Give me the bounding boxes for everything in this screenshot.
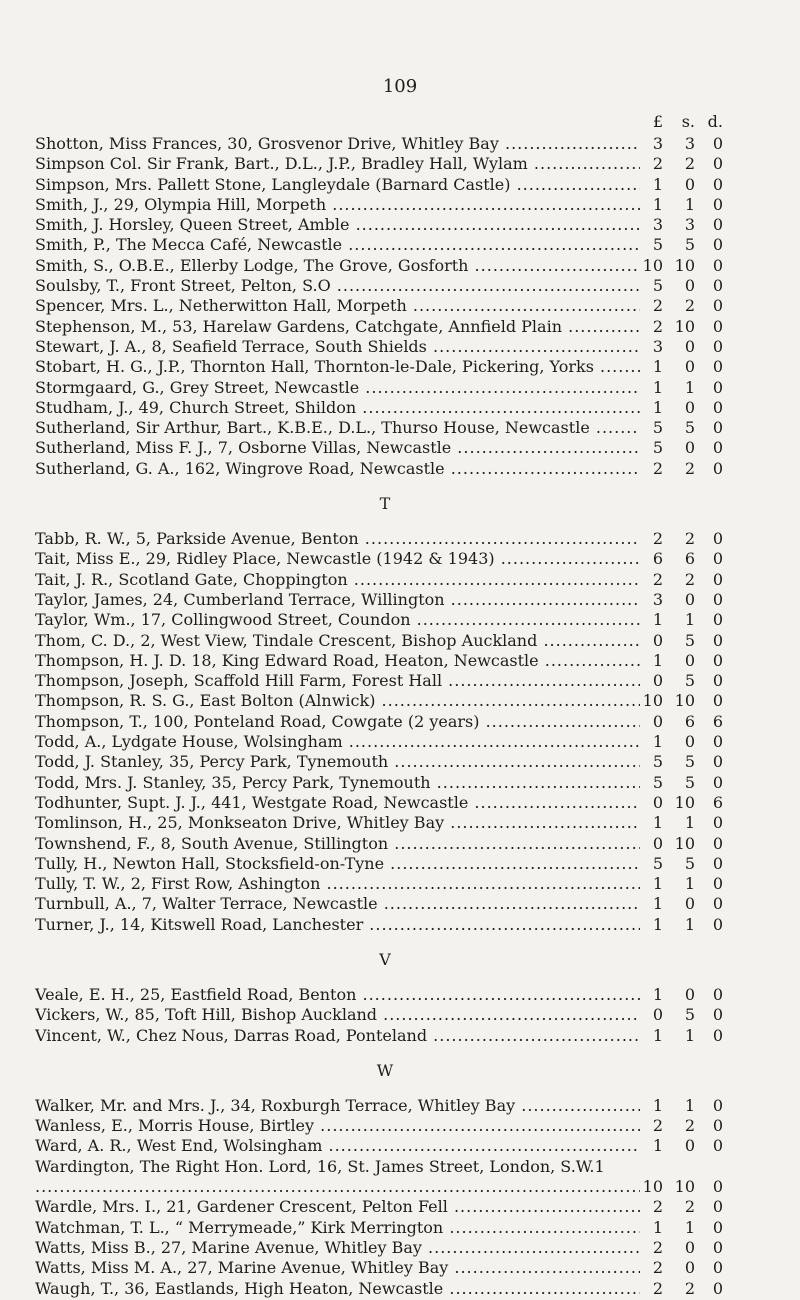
amount-pounds: 1 — [652, 984, 663, 1004]
list-item — [35, 549, 735, 569]
subscriber-name: Thompson, T., 100, Ponteland Road, Cowgate (2 years) ..... — [35, 712, 640, 732]
amount-pence: 0 — [712, 610, 723, 630]
subscriber-name: Smith, S., O.B.E., Ellerby Lodge, The Grove, Gosforth ..... — [35, 256, 640, 276]
subscriber-name: Townshend, F., 8, South Avenue, Stillington ..... — [35, 834, 640, 854]
amount-pounds: 6 — [652, 549, 663, 569]
amount-shillings: 5 — [684, 853, 695, 873]
amount-pence: 0 — [712, 377, 723, 397]
amount-pence: 0 — [712, 752, 723, 772]
section — [35, 1046, 735, 1299]
amount-pounds: 0 — [652, 711, 663, 731]
section — [35, 935, 735, 1046]
amount-shillings: 5 — [684, 630, 695, 650]
amount-pence: 0 — [712, 357, 723, 377]
list-item — [35, 459, 735, 479]
amount-pounds: 2 — [652, 458, 663, 478]
amount-pounds: 1 — [652, 1136, 663, 1156]
amount-pounds: 1 — [652, 732, 663, 752]
subscriber-name: Sutherland, Sir Arthur, Bart., K.B.E., D.L., Thurso House, Newcastle ..... — [35, 418, 640, 438]
amount-pence: 0 — [712, 569, 723, 589]
amount-pence: 0 — [712, 438, 723, 458]
amount-shillings: 10 — [674, 833, 695, 853]
amount-pounds: 5 — [652, 276, 663, 296]
amount-pence: 0 — [712, 215, 723, 235]
subscriber-name: Ward, A. R., West End, Wolsingham ..... — [35, 1136, 640, 1156]
subscriber-name: Smith, J., 29, Olympia Hill, Morpeth ..... — [35, 195, 640, 215]
amount-pence: 0 — [712, 549, 723, 569]
subscriber-name: Smith, P., The Mecca Café, Newcastle ..... — [35, 235, 640, 255]
subscriber-name: Tait, J. R., Scotland Gate, Choppington ..... — [35, 570, 640, 590]
list-item — [35, 834, 735, 854]
amount-pence: 0 — [712, 235, 723, 255]
amount-pence: 0 — [712, 296, 723, 316]
list-item — [35, 590, 735, 610]
amount-pence: 6 — [712, 792, 723, 812]
amount-shillings: 0 — [684, 438, 695, 458]
amount-shillings: 1 — [684, 1095, 695, 1115]
subscriber-name: Soulsby, T., Front Street, Pelton, S.O ..... — [35, 276, 640, 296]
subscriber-name: Turnbull, A., 7, Walter Terrace, Newcastle ..... — [35, 894, 640, 914]
amount-pence: 0 — [712, 1095, 723, 1115]
amount-shillings: 10 — [674, 255, 695, 275]
amount-pounds: 2 — [652, 1258, 663, 1278]
subscriber-name: Thompson, R. S. G., East Bolton (Alnwick) ..... — [35, 691, 640, 711]
amount-pounds: 3 — [652, 336, 663, 356]
amount-pence: 0 — [712, 772, 723, 792]
list-item — [35, 378, 735, 398]
list-item — [35, 1136, 735, 1156]
subscriber-name: Taylor, Wm., 17, Collingwood Street, Coundon ..... — [35, 610, 640, 630]
list-item — [35, 631, 735, 651]
amount-pence: 0 — [712, 853, 723, 873]
amount-shillings: 2 — [684, 529, 695, 549]
amount-shillings: 2 — [684, 154, 695, 174]
list-item — [35, 752, 735, 772]
list-item — [35, 357, 735, 377]
list-item — [35, 671, 735, 691]
subscriber-name: Todd, Mrs. J. Stanley, 35, Percy Park, Tynemouth ..... — [35, 773, 640, 793]
list-item — [35, 793, 735, 813]
amount-shillings: 3 — [684, 215, 695, 235]
list-item — [35, 874, 735, 894]
list-item — [35, 215, 735, 235]
list-item — [35, 894, 735, 914]
amount-pence: 0 — [712, 1278, 723, 1298]
amount-shillings: 6 — [684, 711, 695, 731]
amount-shillings: 0 — [684, 732, 695, 752]
amount-pence: 0 — [712, 1237, 723, 1257]
list-item — [35, 691, 735, 711]
subscriber-name: Shotton, Miss Frances, 30, Grosvenor Drive, Whitley Bay ..... — [35, 134, 640, 154]
amount-pence: 0 — [712, 874, 723, 894]
shillings-header: s. — [681, 112, 695, 131]
amount-shillings: 2 — [684, 296, 695, 316]
amount-pounds: 1 — [652, 1217, 663, 1237]
subscriber-name: Watts, Miss M. A., 27, Marine Avenue, Whitley Bay ..... — [35, 1258, 640, 1278]
amount-shillings: 5 — [684, 772, 695, 792]
amount-pence: 6 — [712, 711, 723, 731]
sections-container — [35, 134, 735, 1299]
amount-pounds: 0 — [652, 792, 663, 812]
list-item — [35, 813, 735, 833]
subscriber-name: Wardle, Mrs. I., 21, Gardener Crescent, Pelton Fell ..... — [35, 1197, 640, 1217]
subscriber-name: Walker, Mr. and Mrs. J., 34, Roxburgh Terrace, Whitley Bay ..... — [35, 1096, 640, 1116]
list-item — [35, 1197, 735, 1217]
amount-shillings: 0 — [684, 1237, 695, 1257]
amount-pounds: 0 — [652, 833, 663, 853]
amount-shillings: 1 — [684, 194, 695, 214]
subscriber-name: Thom, C. D., 2, West View, Tindale Crescent, Bishop Auckland ..... — [35, 631, 640, 651]
amount-pence: 0 — [712, 529, 723, 549]
amount-pounds: 1 — [652, 194, 663, 214]
list-item — [35, 1096, 735, 1116]
amount-shillings: 10 — [674, 316, 695, 336]
amount-pence: 0 — [712, 671, 723, 691]
list-item — [35, 1005, 735, 1025]
amount-pence: 0 — [712, 418, 723, 438]
amount-pounds: 1 — [652, 397, 663, 417]
amount-shillings: 0 — [684, 174, 695, 194]
list-item — [35, 235, 735, 255]
subscriber-name: Todd, A., Lydgate House, Wolsingham ..... — [35, 732, 640, 752]
subscriber-name: Tully, T. W., 2, First Row, Ashington ..... — [35, 874, 640, 894]
amount-shillings: 1 — [684, 1217, 695, 1237]
amount-pence: 0 — [712, 316, 723, 336]
list-item — [35, 915, 735, 935]
amount-pence: 0 — [712, 1005, 723, 1025]
amount-shillings: 1 — [684, 377, 695, 397]
list-item — [35, 1116, 735, 1136]
amount-shillings: 0 — [684, 650, 695, 670]
list-item — [35, 1218, 735, 1238]
list-item — [35, 712, 735, 732]
subscriber-name: Waugh, T., 36, Eastlands, High Heaton, Newcastle ..... — [35, 1279, 640, 1299]
amount-shillings: 5 — [684, 235, 695, 255]
list-item — [35, 195, 735, 215]
amount-pence: 0 — [712, 397, 723, 417]
amount-pounds: 5 — [652, 235, 663, 255]
amount-pounds: 1 — [652, 650, 663, 670]
amount-pounds: 2 — [652, 1278, 663, 1298]
amount-pence: 0 — [712, 1136, 723, 1156]
amount-shillings: 5 — [684, 671, 695, 691]
amount-pence: 0 — [712, 732, 723, 752]
amount-pence: 0 — [712, 174, 723, 194]
amount-shillings: 0 — [684, 1136, 695, 1156]
amount-pounds: 1 — [652, 1025, 663, 1045]
amount-pounds: 0 — [652, 630, 663, 650]
amount-pounds: 1 — [652, 377, 663, 397]
list-item — [35, 337, 735, 357]
amount-pounds: 3 — [652, 215, 663, 235]
amount-pounds: 1 — [652, 874, 663, 894]
amount-shillings: 0 — [684, 1258, 695, 1278]
amount-pence: 0 — [712, 650, 723, 670]
list-item — [35, 134, 735, 154]
amount-shillings: 0 — [684, 276, 695, 296]
currency-column-headers — [35, 112, 735, 134]
amount-pounds: 5 — [652, 438, 663, 458]
amount-pounds: 0 — [652, 1005, 663, 1025]
subscriber-name: Simpson Col. Sir Frank, Bart., D.L., J.P., Bradley Hall, Wylam ..... — [35, 154, 640, 174]
list-item — [35, 1026, 735, 1046]
subscriber-name: Stephenson, M., 53, Harelaw Gardens, Catchgate, Annfield Plain ..... — [35, 317, 640, 337]
amount-shillings: 10 — [674, 691, 695, 711]
amount-pence: 0 — [712, 194, 723, 214]
list-item — [35, 1157, 735, 1198]
list-item — [35, 985, 735, 1005]
amount-pounds: 1 — [652, 357, 663, 377]
amount-shillings: 5 — [684, 752, 695, 772]
subscriber-name: Simpson, Mrs. Pallett Stone, Langleydale (Barnard Castle) ..... — [35, 175, 640, 195]
subscriber-name: Wanless, E., Morris House, Birtley ..... — [35, 1116, 640, 1136]
amount-pence: 0 — [712, 134, 723, 153]
amount-shillings: 1 — [684, 1025, 695, 1045]
subscriber-name: Smith, J. Horsley, Queen Street, Amble ..... — [35, 215, 640, 235]
amount-pence: 0 — [712, 255, 723, 275]
amount-shillings: 5 — [684, 418, 695, 438]
pounds-header: £ — [652, 112, 663, 131]
subscriber-name: Vincent, W., Chez Nous, Darras Road, Ponteland ..... — [35, 1026, 640, 1046]
subscriber-name: Tully, H., Newton Hall, Stocksfield-on-Tyne ..... — [35, 854, 640, 874]
amount-pence: 0 — [712, 984, 723, 1004]
amount-shillings: 10 — [674, 1177, 695, 1197]
amount-pounds: 2 — [652, 316, 663, 336]
amount-shillings: 0 — [684, 589, 695, 609]
amount-pounds: 2 — [652, 529, 663, 549]
amount-pounds: 2 — [652, 1197, 663, 1217]
section-letter: T — [379, 494, 391, 514]
subscriber-name: Studham, J., 49, Church Street, Shildon ..... — [35, 398, 640, 418]
amount-shillings: 2 — [684, 458, 695, 478]
amount-shillings: 10 — [674, 792, 695, 812]
subscriber-name: Sutherland, Miss F. J., 7, Osborne Villas, Newcastle ..... — [35, 438, 640, 458]
amount-pence: 0 — [712, 589, 723, 609]
list-item — [35, 570, 735, 590]
amount-pounds: 2 — [652, 1116, 663, 1136]
subscriber-name: Thompson, Joseph, Scaffold Hill Farm, Forest Hall ..... — [35, 671, 640, 691]
amount-pence: 0 — [712, 1116, 723, 1136]
subscriber-name: Turner, J., 14, Kitswell Road, Lanchester ..... — [35, 915, 640, 935]
amount-pounds: 10 — [642, 691, 663, 711]
list-item — [35, 418, 735, 438]
list-item — [35, 732, 735, 752]
list-item — [35, 773, 735, 793]
list-item — [35, 154, 735, 174]
amount-pence: 0 — [712, 1258, 723, 1278]
amount-shillings: 6 — [684, 549, 695, 569]
page-number: 109 — [382, 76, 418, 97]
amount-pence: 0 — [712, 833, 723, 853]
amount-shillings: 1 — [684, 610, 695, 630]
amount-pence: 0 — [712, 1025, 723, 1045]
amount-shillings: 3 — [684, 134, 695, 153]
amount-pounds: 1 — [652, 174, 663, 194]
section — [35, 134, 735, 479]
list-item — [35, 398, 735, 418]
amount-shillings: 2 — [684, 1278, 695, 1298]
amount-shillings: 5 — [684, 1005, 695, 1025]
amount-pence: 0 — [712, 691, 723, 711]
amount-shillings: 0 — [684, 894, 695, 914]
subscriber-name: Todhunter, Supt. J. J., 441, Westgate Road, Newcastle ..... — [35, 793, 640, 813]
subscriber-name: Stormgaard, G., Grey Street, Newcastle ..... — [35, 378, 640, 398]
amount-shillings: 0 — [684, 984, 695, 1004]
subscriber-name: Tomlinson, H., 25, Monkseaton Drive, Whitley Bay ..... — [35, 813, 640, 833]
amount-shillings: 2 — [684, 1116, 695, 1136]
amount-pounds: 5 — [652, 752, 663, 772]
subscriber-list — [35, 112, 735, 1299]
amount-shillings: 2 — [684, 569, 695, 589]
amount-pence: 0 — [712, 914, 723, 934]
amount-pounds: 2 — [652, 154, 663, 174]
amount-pence: 0 — [712, 276, 723, 296]
amount-pounds: 10 — [642, 255, 663, 275]
amount-pounds: 2 — [652, 1237, 663, 1257]
amount-pounds: 3 — [652, 134, 663, 153]
subscriber-name: Watchman, T. L., “ Merrymeade,” Kirk Merrington ..... — [35, 1218, 640, 1238]
pence-header: d. — [707, 112, 723, 131]
amount-pounds: 1 — [652, 1095, 663, 1115]
subscriber-name: Veale, E. H., 25, Eastfield Road, Benton ..... — [35, 985, 640, 1005]
amount-pounds: 2 — [652, 296, 663, 316]
amount-shillings: 2 — [684, 1197, 695, 1217]
list-item — [35, 529, 735, 549]
section-letter: W — [376, 1060, 394, 1080]
subscriber-name: Tait, Miss E., 29, Ridley Place, Newcastle (1942 & 1943) ..... — [35, 549, 640, 569]
amount-pounds: 5 — [652, 853, 663, 873]
amount-pence: 0 — [712, 1197, 723, 1217]
list-item — [35, 1279, 735, 1299]
list-item — [35, 854, 735, 874]
amount-shillings: 0 — [684, 357, 695, 377]
amount-pounds: 2 — [652, 569, 663, 589]
list-item — [35, 175, 735, 195]
amount-shillings: 1 — [684, 813, 695, 833]
amount-pounds: 1 — [652, 610, 663, 630]
amount-pence: 0 — [712, 1177, 723, 1197]
subscriber-name: Stewart, J. A., 8, Seafield Terrace, South Shields ..... — [35, 337, 640, 357]
amount-shillings: 0 — [684, 336, 695, 356]
amount-pence: 0 — [712, 813, 723, 833]
subscriber-name: Wardington, The Right Hon. Lord, 16, St. James Street, London, S.W.1 ..... — [35, 1157, 640, 1198]
amount-pounds: 10 — [642, 1177, 663, 1197]
amount-pence: 0 — [712, 154, 723, 174]
subscriber-name: Spencer, Mrs. L., Netherwitton Hall, Morpeth ..... — [35, 296, 640, 316]
amount-pounds: 5 — [652, 418, 663, 438]
amount-pence: 0 — [712, 458, 723, 478]
list-item — [35, 276, 735, 296]
subscriber-name: Taylor, James, 24, Cumberland Terrace, Willington ..... — [35, 590, 640, 610]
subscriber-name: Stobart, H. G., J.P., Thornton Hall, Thornton-le-Dale, Pickering, Yorks ..... — [35, 357, 640, 377]
amount-pence: 0 — [712, 1217, 723, 1237]
list-item — [35, 1258, 735, 1278]
amount-pence: 0 — [712, 630, 723, 650]
section — [35, 479, 735, 935]
list-item — [35, 1238, 735, 1258]
amount-pounds: 1 — [652, 914, 663, 934]
list-item — [35, 256, 735, 276]
amount-pounds: 0 — [652, 671, 663, 691]
list-item — [35, 317, 735, 337]
section-letter: V — [379, 949, 391, 969]
amount-pounds: 3 — [652, 589, 663, 609]
amount-shillings: 1 — [684, 914, 695, 934]
subscriber-name: Vickers, W., 85, Toft Hill, Bishop Auckland ..... — [35, 1005, 640, 1025]
subscriber-name: Watts, Miss B., 27, Marine Avenue, Whitley Bay ..... — [35, 1238, 640, 1258]
list-item — [35, 296, 735, 316]
subscriber-name: Todd, J. Stanley, 35, Percy Park, Tynemouth ..... — [35, 752, 640, 772]
subscriber-name: Thompson, H. J. D. 18, King Edward Road, Heaton, Newcastle ..... — [35, 651, 640, 671]
amount-pounds: 5 — [652, 772, 663, 792]
amount-shillings: 1 — [684, 874, 695, 894]
amount-pounds: 1 — [652, 894, 663, 914]
amount-shillings: 0 — [684, 397, 695, 417]
amount-pounds: 1 — [652, 813, 663, 833]
subscriber-name: Sutherland, G. A., 162, Wingrove Road, Newcastle ..... — [35, 459, 640, 479]
list-item — [35, 438, 735, 458]
list-item — [35, 610, 735, 630]
amount-pence: 0 — [712, 894, 723, 914]
amount-pence: 0 — [712, 336, 723, 356]
subscriber-name: Tabb, R. W., 5, Parkside Avenue, Benton ..... — [35, 529, 640, 549]
list-item — [35, 651, 735, 671]
